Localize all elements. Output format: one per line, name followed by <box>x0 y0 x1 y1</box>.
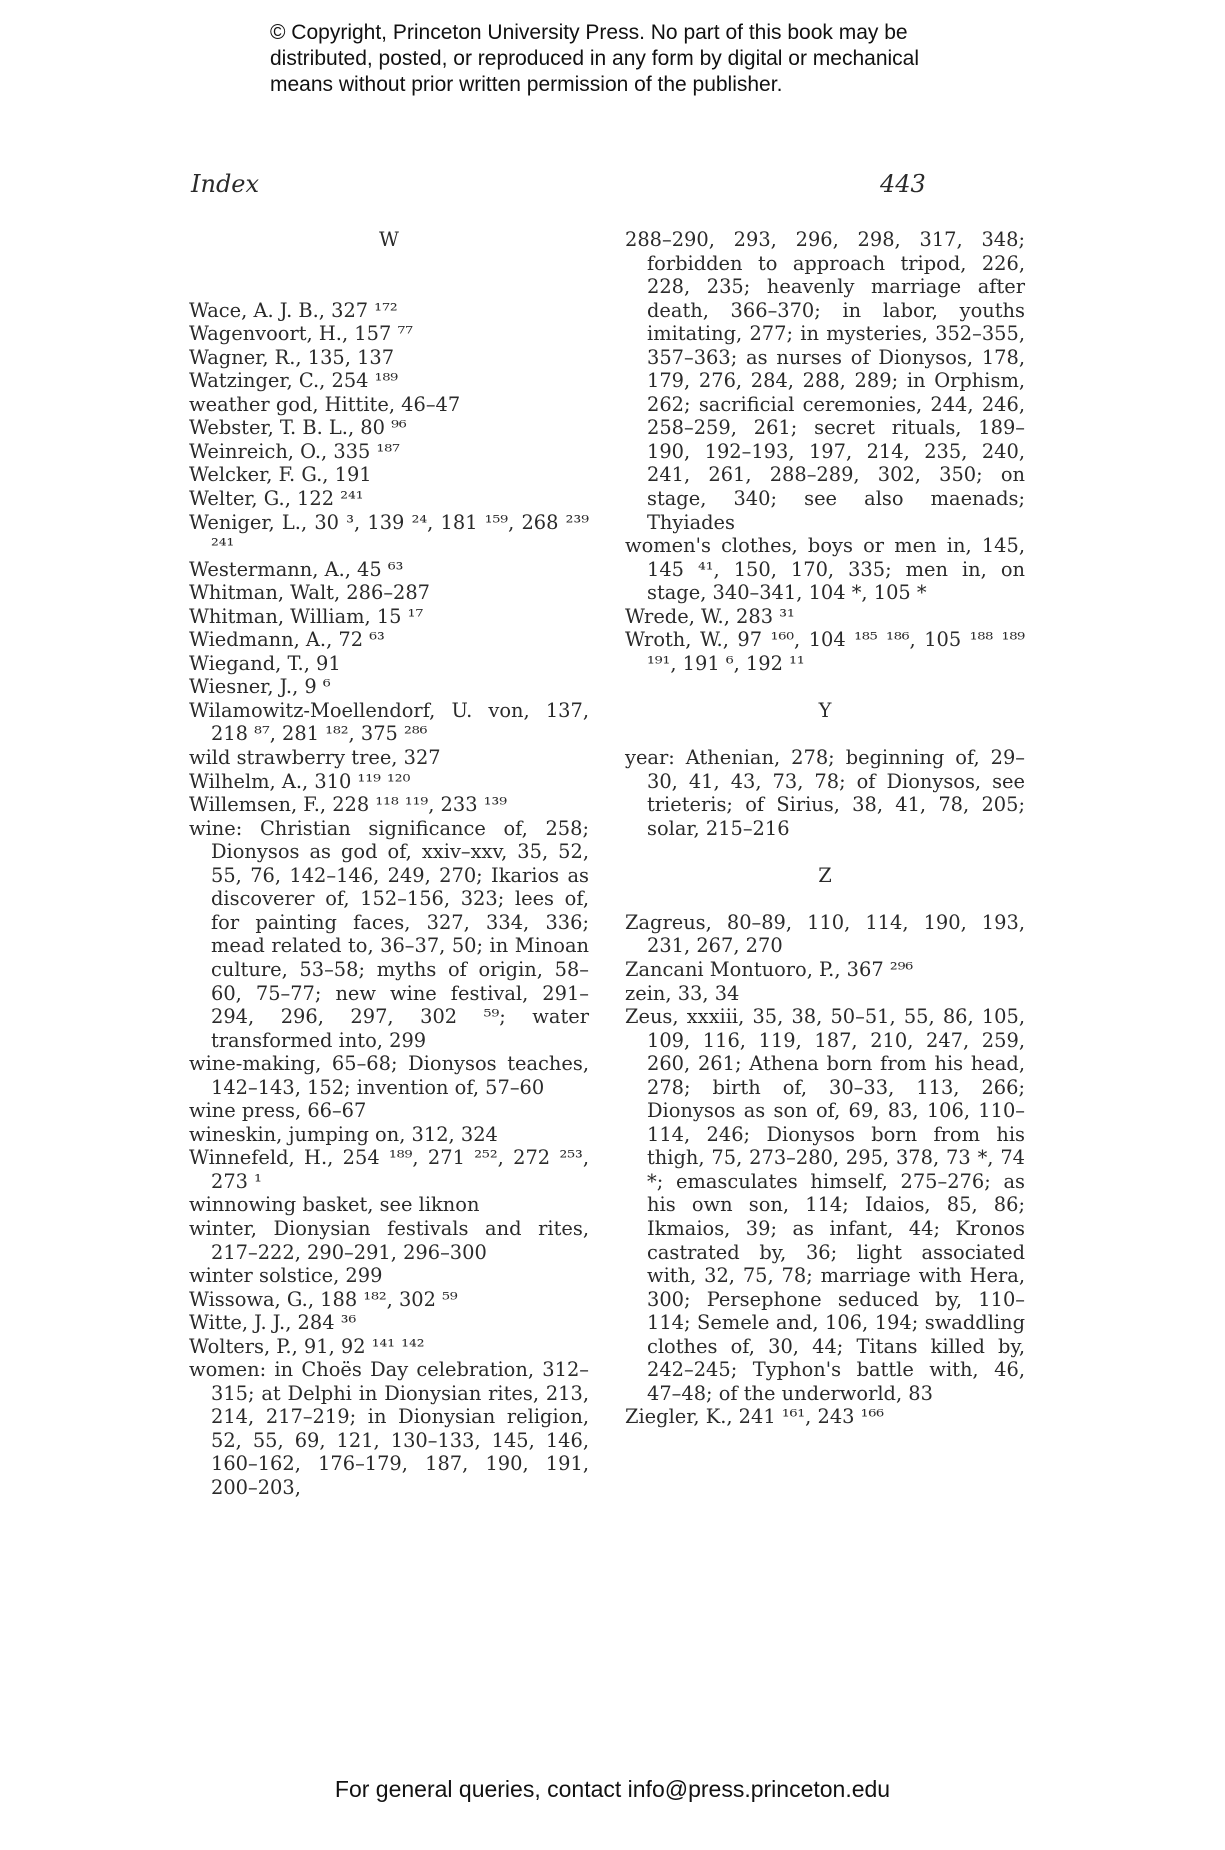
index-entry: Wissowa, G., 188 ¹⁸², 302 ⁵⁹ <box>189 1287 458 1311</box>
index-entry: Whitman, Walt, 286–287 <box>189 581 431 605</box>
index-entry: women's clothes, boys or men in, 145, 145 ⁴¹, 150, 170, 335; men in, on stage, 340–341, 104 *, 105 * <box>625 534 1025 605</box>
index-entry: Zagreus, 80–89, 110, 114, 190, 193, 231, 267, 270 <box>625 910 1025 958</box>
index-entry: Ziegler, K., 241 ¹⁶¹, 243 ¹⁶⁶ <box>625 1405 884 1429</box>
index-entry: Wilhelm, A., 310 ¹¹⁹ ¹²⁰ <box>189 769 411 793</box>
index-entry: wine-making, 65–68; Dionysos teaches, 142–143, 152; invention of, 57–60 <box>189 1052 589 1099</box>
index-entry: Wiedmann, A., 72 ⁶³ <box>189 628 385 652</box>
index-entry: Winnefeld, H., 254 ¹⁸⁹, 271 ²⁵², 272 ²⁵³, 273 ¹ <box>189 1146 589 1193</box>
index-entry: wine: Christian significance of, 258; Dionysos as god of, xxiv–xxv, 35, 52, 55, 76, 142–146, 249, 270; Ikarios as discoverer of, 152–156, 323; lees of, for painting faces, 327, 334, 336; mead related to, 36–37, 50; in Minoan culture, 53–58; myths of origin, 58–60, 75–77; new wine festival, 291–294, 296, 297, 302 ⁵⁹; water transformed into, 299 <box>189 816 589 1052</box>
index-entry: zein, 33, 34 <box>625 981 740 1005</box>
index-entry: women: in Choës Day celebration, 312–315; at Delphi in Dionysian rites, 213, 214, 217–219; in Dionysian religion, 52, 55, 69, 121, 130–133, 145, 146, 160–162, 176–179, 187, 190, 191, 200–203, <box>189 1358 589 1499</box>
index-entry: year: Athenian, 278; beginning of, 29–30, 41, 43, 73, 78; of Dionysos, see trieteris; of Sirius, 38, 41, 78, 205; solar, 215–216 <box>625 746 1025 840</box>
index-entry: wineskin, jumping on, 312, 324 <box>189 1122 498 1146</box>
copyright-notice <box>270 20 990 98</box>
index-entry: 288–290, 293, 296, 298, 317, 348; forbidden to approach tripod, 226, 228, 235; heavenly marriage after death, 366–370; in labor, youths imitating, 277; in mysteries, 352–355, 357–363; as nurses of Dionysos, 178, 179, 276, 284, 288, 289; in Orphism, 262; sacrificial ceremonies, 244, 246, 258–259, 261; secret rituals, 189–190, 192–193, 197, 214, 235, 240, 241, 261, 288–289, 302, 350; on stage, 340; see also maenads; Thyiades <box>625 228 1025 534</box>
index-column-left <box>189 228 589 1500</box>
index-entry: winter solstice, 299 <box>189 1264 383 1288</box>
index-entry: wine press, 66–67 <box>189 1099 367 1123</box>
index-entry: Weniger, L., 30 ³, 139 ²⁴, 181 ¹⁵⁹, 268 ²³⁹ ²⁴¹ <box>189 510 589 558</box>
index-entry: Wace, A. J. B., 327 ¹⁷² <box>189 298 398 322</box>
index-entry: Wroth, W., 97 ¹⁶⁰, 104 ¹⁸⁵ ¹⁸⁶, 105 ¹⁸⁸ ¹⁸⁹ ¹⁹¹, 191 ⁶, 192 ¹¹ <box>625 628 1025 675</box>
index-entry: wild strawberry tree, 327 <box>189 746 441 770</box>
section-letter-w: W <box>379 228 399 251</box>
running-head-title: Index <box>191 170 260 198</box>
index-entry: Welter, G., 122 ²⁴¹ <box>189 487 364 511</box>
section-letter-y: Y <box>818 698 832 722</box>
index-column-right <box>625 228 1025 1429</box>
index-entry: Wilamowitz-Moellendorf, U. von, 137, 218 ⁸⁷, 281 ¹⁸², 375 ²⁸⁶ <box>189 698 589 746</box>
index-entry: Whitman, William, 15 ¹⁷ <box>189 604 424 628</box>
index-entry: Wolters, P., 91, 92 ¹⁴¹ ¹⁴² <box>189 1334 425 1358</box>
section-letter-z: Z <box>818 863 832 887</box>
footer-contact: For general queries, contact info@press.princeton.edu <box>334 1776 891 1802</box>
index-entry: Weinreich, O., 335 ¹⁸⁷ <box>189 439 400 463</box>
index-entry: Wiegand, T., 91 <box>189 651 341 675</box>
index-entry: Willemsen, F., 228 ¹¹⁸ ¹¹⁹, 233 ¹³⁹ <box>189 793 508 817</box>
index-entry: winter, Dionysian festivals and rites, 217–222, 290–291, 296–300 <box>189 1216 589 1264</box>
index-entry: winnowing basket, see liknon <box>189 1193 480 1217</box>
index-entry: Zeus, xxxiii, 35, 38, 50–51, 55, 86, 105, 109, 116, 119, 187, 210, 247, 259, 260, 261; Athena born from his head, 278; birth of, 30–33, 113, 266; Dionysos as son of, 69, 83, 106, 110–114, 246; Dionysos born from his thigh, 75, 273–280, 295, 378, 73 *, 74 *; emasculates himself, 275–276; as his own son, 114; Idaios, 85, 86; Ikmaios, 39; as infant, 44; Kronos castrated by, 36; light associated with, 32, 75, 78; marriage with Hera, 300; Persephone seduced by, 110–114; Semele and, 106, 194; swaddling clothes of, 30, 44; Titans killed by, 242–245; Typhon's battle with, 46, 47–48; of the underworld, 83 <box>625 1005 1025 1405</box>
index-entry: Watzinger, C., 254 ¹⁸⁹ <box>189 369 398 393</box>
index-entry: Webster, T. B. L., 80 ⁹⁶ <box>189 416 407 440</box>
index-entry: Wagenvoort, H., 157 ⁷⁷ <box>189 322 413 346</box>
copyright-line: means without prior written permission of the publisher. <box>270 73 783 96</box>
index-entry: weather god, Hittite, 46–47 <box>189 392 461 416</box>
copyright-line: distributed, posted, or reproduced in any form by digital or mechanical <box>270 47 920 70</box>
index-entry: Zancani Montuoro, P., 367 ²⁹⁶ <box>625 957 914 981</box>
index-entry: Witte, J. J., 284 ³⁶ <box>189 1311 357 1335</box>
index-entry: Welcker, F. G., 191 <box>189 463 372 487</box>
index-entry: Westermann, A., 45 ⁶³ <box>189 557 404 581</box>
index-entry: Wagner, R., 135, 137 <box>189 345 395 369</box>
index-entry: Wiesner, J., 9 ⁶ <box>189 675 331 699</box>
page-number: 443 <box>880 170 926 198</box>
copyright-line: © Copyright, Princeton University Press. No part of this book may be <box>270 21 908 44</box>
index-entry: Wrede, W., 283 ³¹ <box>625 604 795 628</box>
